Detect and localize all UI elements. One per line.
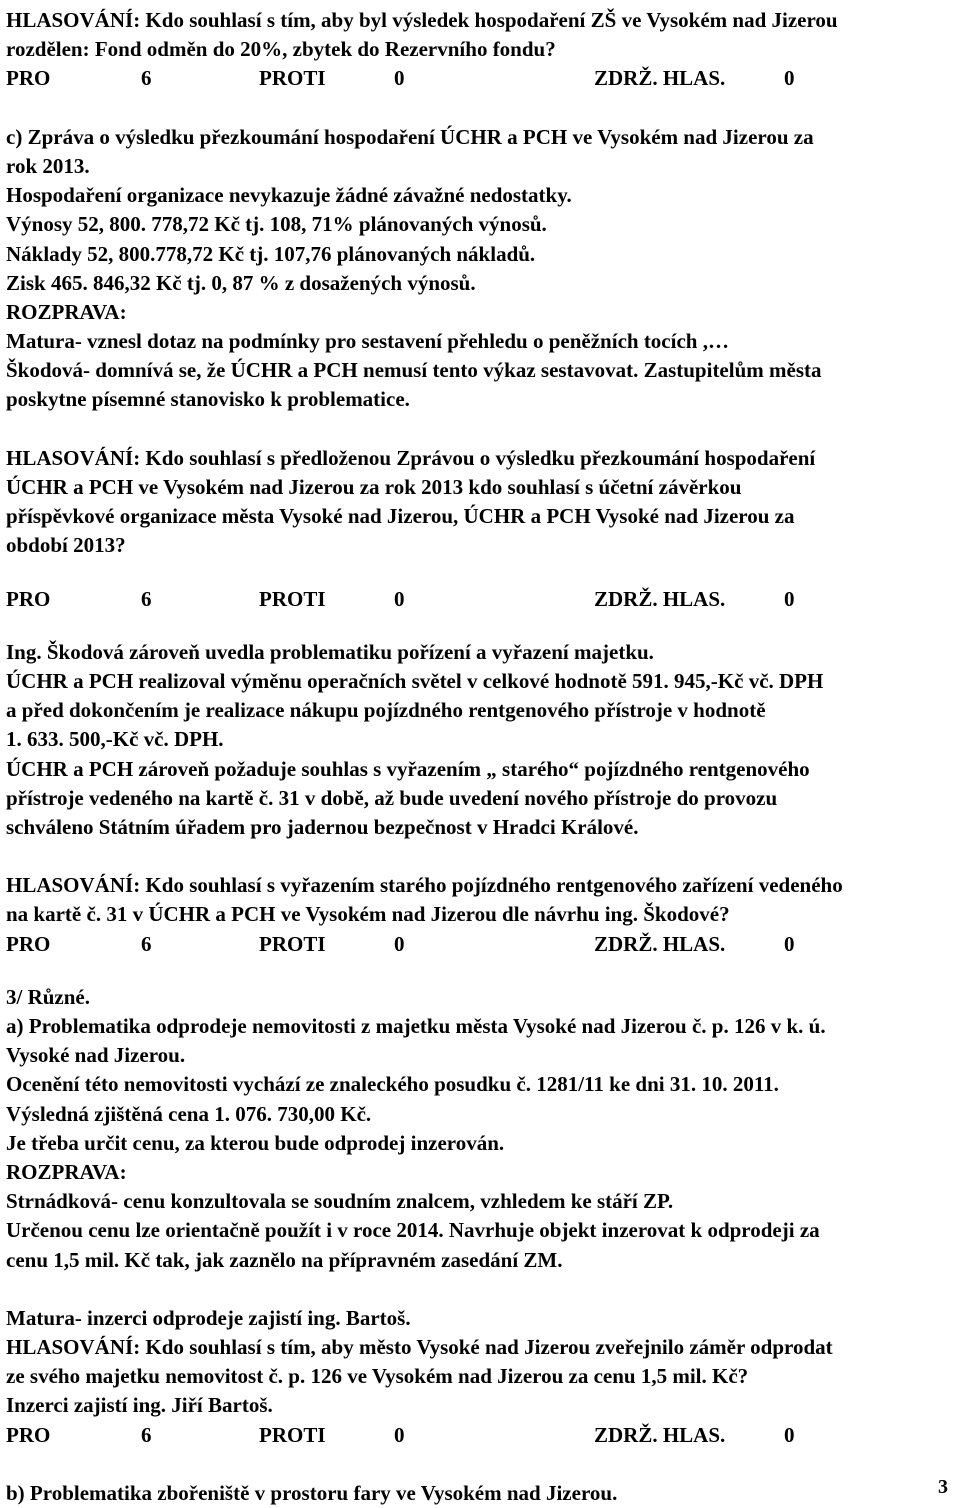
vote-proti-count: 0 [394, 586, 405, 611]
text-line: 1. 633. 500,-Kč vč. DPH. [6, 727, 224, 752]
vote-pro-count: 6 [141, 66, 152, 91]
text-line: rok 2013. [6, 153, 90, 178]
text-line: Matura- vznesl dotaz na podmínky pro sestavení přehledu o peněžních tocích ,… [6, 329, 729, 354]
vote-proti-label: PROTI [259, 586, 326, 611]
text-line: HLASOVÁNÍ: Kdo souhlasí s vyřazením starého pojízdného rentgenového zařízení vedeného [6, 873, 843, 898]
text-line: ÚCHR a PCH zároveň požaduje souhlas s vyřazením „ starého“ pojízdného rentgenového [6, 756, 810, 781]
vote-question-xray [6, 871, 956, 929]
miscellaneous-section [6, 983, 956, 1275]
text-line: příspěvkové organizace města Vysoké nad Jizerou, ÚCHR a PCH Vysoké nad Jizerou za [6, 504, 795, 529]
text-line: Škodová- domnívá se, že ÚCHR a PCH nemusí tento výkaz sestavovat. Zastupitelům města [6, 358, 822, 383]
text-line: ze svého majetku nemovitost č. p. 126 ve Vysokém nad Jizerou za cenu 1,5 mil. Kč? [6, 1364, 749, 1389]
vote-pro-count: 6 [141, 931, 152, 956]
text-line: ÚCHR a PCH ve Vysokém nad Jizerou za rok 2013 kdo souhlasí s účetní závěrkou [6, 475, 742, 499]
vote-question-sale [6, 1304, 956, 1421]
text-line: Je třeba určit cenu, za kterou bude odprodej inzerován. [6, 1130, 505, 1155]
text-line: rozdělen: Fond odměn do 20%, zbytek do Rezervního fondu? [6, 37, 556, 62]
text-line: Zisk 465. 846,32 Kč tj. 0, 87 % z dosažených výnosů. [6, 270, 476, 295]
vote-result-row [6, 585, 956, 614]
text-line: cenu 1,5 mil. Kč tak, jak zaznělo na přípravném zasedání ZM. [6, 1247, 563, 1272]
text-line: HLASOVÁNÍ: Kdo souhlasí s předloženou Zprávou o výsledku přezkoumání hospodaření [6, 445, 816, 470]
text-line: Výnosy 52, 800. 778,72 Kč tj. 108, 71% plánovaných výnosů. [6, 212, 547, 237]
text-line: přístroje vedeného na kartě č. 31 v době, až bude uvedení nového přístroje do provozu [6, 785, 778, 810]
vote-pro-count: 6 [141, 1422, 152, 1447]
vote-zdrz-label: ZDRŽ. HLAS. [594, 586, 726, 611]
text-line: na kartě č. 31 v ÚCHR a PCH ve Vysokém nad Jizerou dle návrhu ing. Škodové? [6, 902, 730, 927]
vote-zdrz-label: ZDRŽ. HLAS. [594, 931, 726, 956]
text-line: ÚCHR a PCH realizoval výměnu operačních světel v celkové hodnotě 591. 945,-Kč vč. DPH [6, 668, 824, 693]
text-line: Výsledná zjištěná cena 1. 076. 730,00 Kč. [6, 1101, 372, 1126]
vote-zdrz-count: 0 [784, 931, 795, 956]
asset-disposal-info [6, 638, 956, 842]
text-line: Určenou cenu lze orientačně použít i v roce 2014. Navrhuje objekt inzerovat k odprodeji za [6, 1218, 820, 1243]
text-line: b) Problematika zbořeniště v prostoru fary ve Vysokém nad Jizerou. [6, 1481, 618, 1505]
text-line: Matura- inzerci odprodeje zajistí ing. Bartoš. [6, 1305, 411, 1330]
text-line: Inzerci zajistí ing. Jiří Bartoš. [6, 1393, 273, 1418]
text-line: období 2013? [6, 533, 126, 558]
document-page [6, 6, 956, 1508]
vote-result-row [6, 930, 956, 959]
vote-proti-count: 0 [394, 66, 405, 91]
vote-proti-label: PROTI [259, 66, 326, 91]
text-line: Ing. Škodová zároveň uvedla problematiku pořízení a vyřazení majetku. [6, 639, 654, 664]
vote-proti-label: PROTI [259, 1422, 326, 1447]
vote-proti-count: 0 [394, 1422, 405, 1447]
text-line: Náklady 52, 800.778,72 Kč tj. 107,76 plánovaných nákladů. [6, 241, 536, 266]
text-line: Hospodaření organizace nevykazuje žádné závažné nedostatky. [6, 183, 572, 208]
vote-question-report [6, 444, 956, 561]
vote-pro-label: PRO [6, 1422, 51, 1447]
text-line: HLASOVÁNÍ: Kdo souhlasí s tím, aby město Vysoké nad Jizerou zveřejnilo záměr odprodat [6, 1335, 833, 1360]
text-line: c) Zpráva o výsledku přezkoumání hospodaření ÚCHR a PCH ve Vysokém nad Jizerou za [6, 124, 814, 149]
text-line: a) Problematika odprodeje nemovitosti z majetku města Vysoké nad Jizerou č. p. 126 v k. ú. [6, 1014, 826, 1038]
text-line: schváleno Státním úřadem pro jadernou bezpečnost v Hradci Králové. [6, 814, 639, 839]
text-line: HLASOVÁNÍ: Kdo souhlasí s tím, aby byl výsledek hospodaření ZŠ ve Vysokém nad Jizerou [6, 8, 838, 32]
vote-zdrz-label: ZDRŽ. HLAS. [594, 1422, 726, 1447]
vote-proti-count: 0 [394, 931, 405, 956]
vote-result-row [6, 1421, 956, 1450]
discussion-heading: ROZPRAVA: [6, 299, 127, 324]
text-line: poskytne písemné stanovisko k problematice. [6, 387, 410, 412]
text-line: Ocenění této nemovitosti vychází ze znaleckého posudku č. 1281/11 ke dni 31. 10. 2011. [6, 1072, 779, 1097]
vote-pro-label: PRO [6, 931, 51, 956]
vote-zdrz-label: ZDRŽ. HLAS. [594, 66, 726, 91]
vote-question-school-result [6, 6, 956, 64]
text-line: Strnádková- cenu konzultovala se soudním znalcem, vzhledem ke stáří ZP. [6, 1189, 674, 1214]
text-line: a před dokončením je realizace nákupu pojízdného rentgenového přístroje v hodnotě [6, 698, 766, 723]
vote-zdrz-count: 0 [784, 586, 795, 611]
vote-proti-label: PROTI [259, 931, 326, 956]
report-uchr-pch [6, 123, 956, 415]
vote-pro-label: PRO [6, 586, 51, 611]
discussion-heading: ROZPRAVA: [6, 1159, 127, 1184]
vote-pro-label: PRO [6, 66, 51, 91]
text-line: Vysoké nad Jizerou. [6, 1043, 186, 1068]
rectory-ruins-section [6, 1479, 956, 1508]
vote-zdrz-count: 0 [784, 1422, 795, 1447]
vote-pro-count: 6 [141, 586, 152, 611]
section-heading: 3/ Různé. [6, 984, 90, 1009]
page-number: 3 [938, 1476, 948, 1498]
vote-result-row [6, 64, 956, 93]
vote-zdrz-count: 0 [784, 66, 795, 91]
